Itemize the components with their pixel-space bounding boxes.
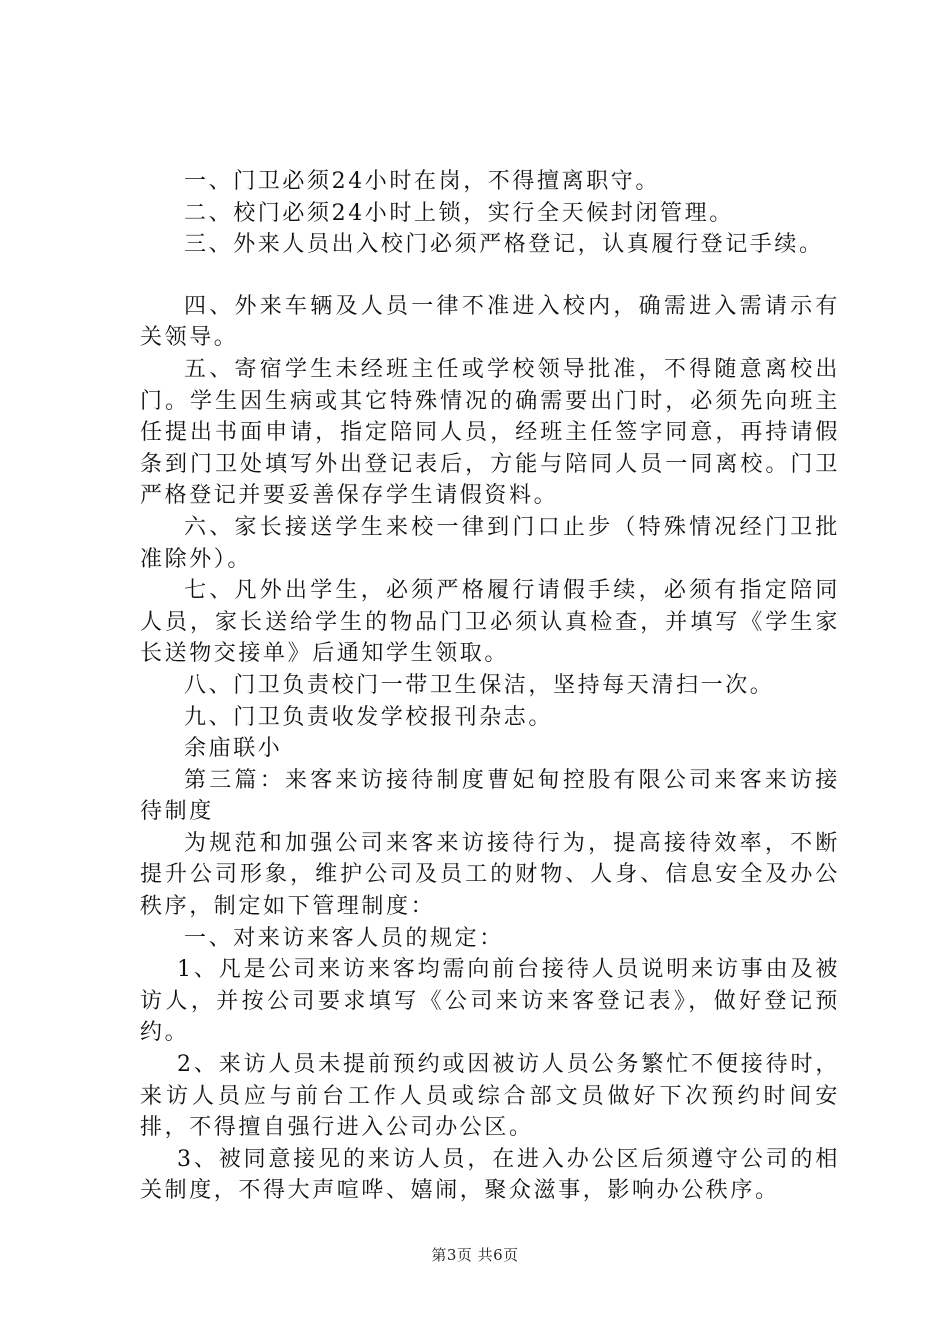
paragraph-rule-9: 九、门卫负责收发学校报刊杂志。 xyxy=(184,704,554,730)
paragraph-rule-2: 二、校门必须24小时上锁，实行全天候封闭管理。 xyxy=(184,200,734,226)
page-number-label: 第3页 共6页 xyxy=(431,1246,519,1264)
paragraph-clause-1: 1、凡是公司来访来客均需向前台接待人员说明来访事由及被访人，并按公司要求填写《公司来访来客登记表》，做好登记预约。 xyxy=(140,957,840,1046)
paragraph-intro: 为规范和加强公司来客来访接待行为，提高接待效率，不断提升公司形象，维护公司及员工的财物、人身、信息安全及办公秩序，制定如下管理制度： xyxy=(140,830,840,920)
section-heading: 第三篇：来客来访接待制度曹妃甸控股有限公司来客来访接待制度 xyxy=(140,767,840,825)
paragraph-rule-7: 七、凡外出学生，必须严格履行请假手续，必须有指定陪同人员，家长送给学生的物品门卫必须认真检查，并填写《学生家长送物交接单》后通知学生领取。 xyxy=(140,578,840,667)
page-footer xyxy=(0,1244,950,1265)
paragraph-rule-1: 一、门卫必须24小时在岗，不得擅离职守。 xyxy=(184,169,660,194)
paragraph-rule-4: 四、外来车辆及人员一律不准进入校内，确需进入需请示有关领导。 xyxy=(140,293,840,351)
paragraph-subheading: 一、对来访来客人员的规定： xyxy=(184,925,504,951)
paragraph-rule-5: 五、寄宿学生未经班主任或学校领导批准，不得随意离校出门。学生因生病或其它特殊情况的确需要出门时，必须先向班主任提出书面申请，指定陪同人员，经班主任签字同意，再持请假条到门卫处填写外出登记表后，方能与陪同人员一同离校。门卫严格登记并要妥善保存学生请假资料。 xyxy=(140,356,840,509)
paragraph-rule-8: 八、门卫负责校门一带卫生保洁，坚持每天清扫一次。 xyxy=(184,672,775,698)
paragraph-clause-3: 3、被同意接见的来访人员，在进入办公区后须遵守公司的相关制度，不得大声喧哗、嬉闹，聚众滋事，影响办公秩序。 xyxy=(140,1146,840,1204)
document-body xyxy=(140,166,840,1207)
paragraph-signature: 余庙联小 xyxy=(184,736,283,762)
paragraph-rule-6: 六、家长接送学生来校一律到门口止步（特殊情况经门卫批准除外）。 xyxy=(140,514,840,572)
paragraph-rule-3: 三、外来人员出入校门必须严格登记，认真履行登记手续。 xyxy=(184,232,824,258)
paragraph-clause-2: 2、来访人员未提前预约或因被访人员公务繁忙不便接待时，来访人员应与前台工作人员或综合部文员做好下次预约时间安排，不得擅自强行进入公司办公区。 xyxy=(140,1052,840,1141)
